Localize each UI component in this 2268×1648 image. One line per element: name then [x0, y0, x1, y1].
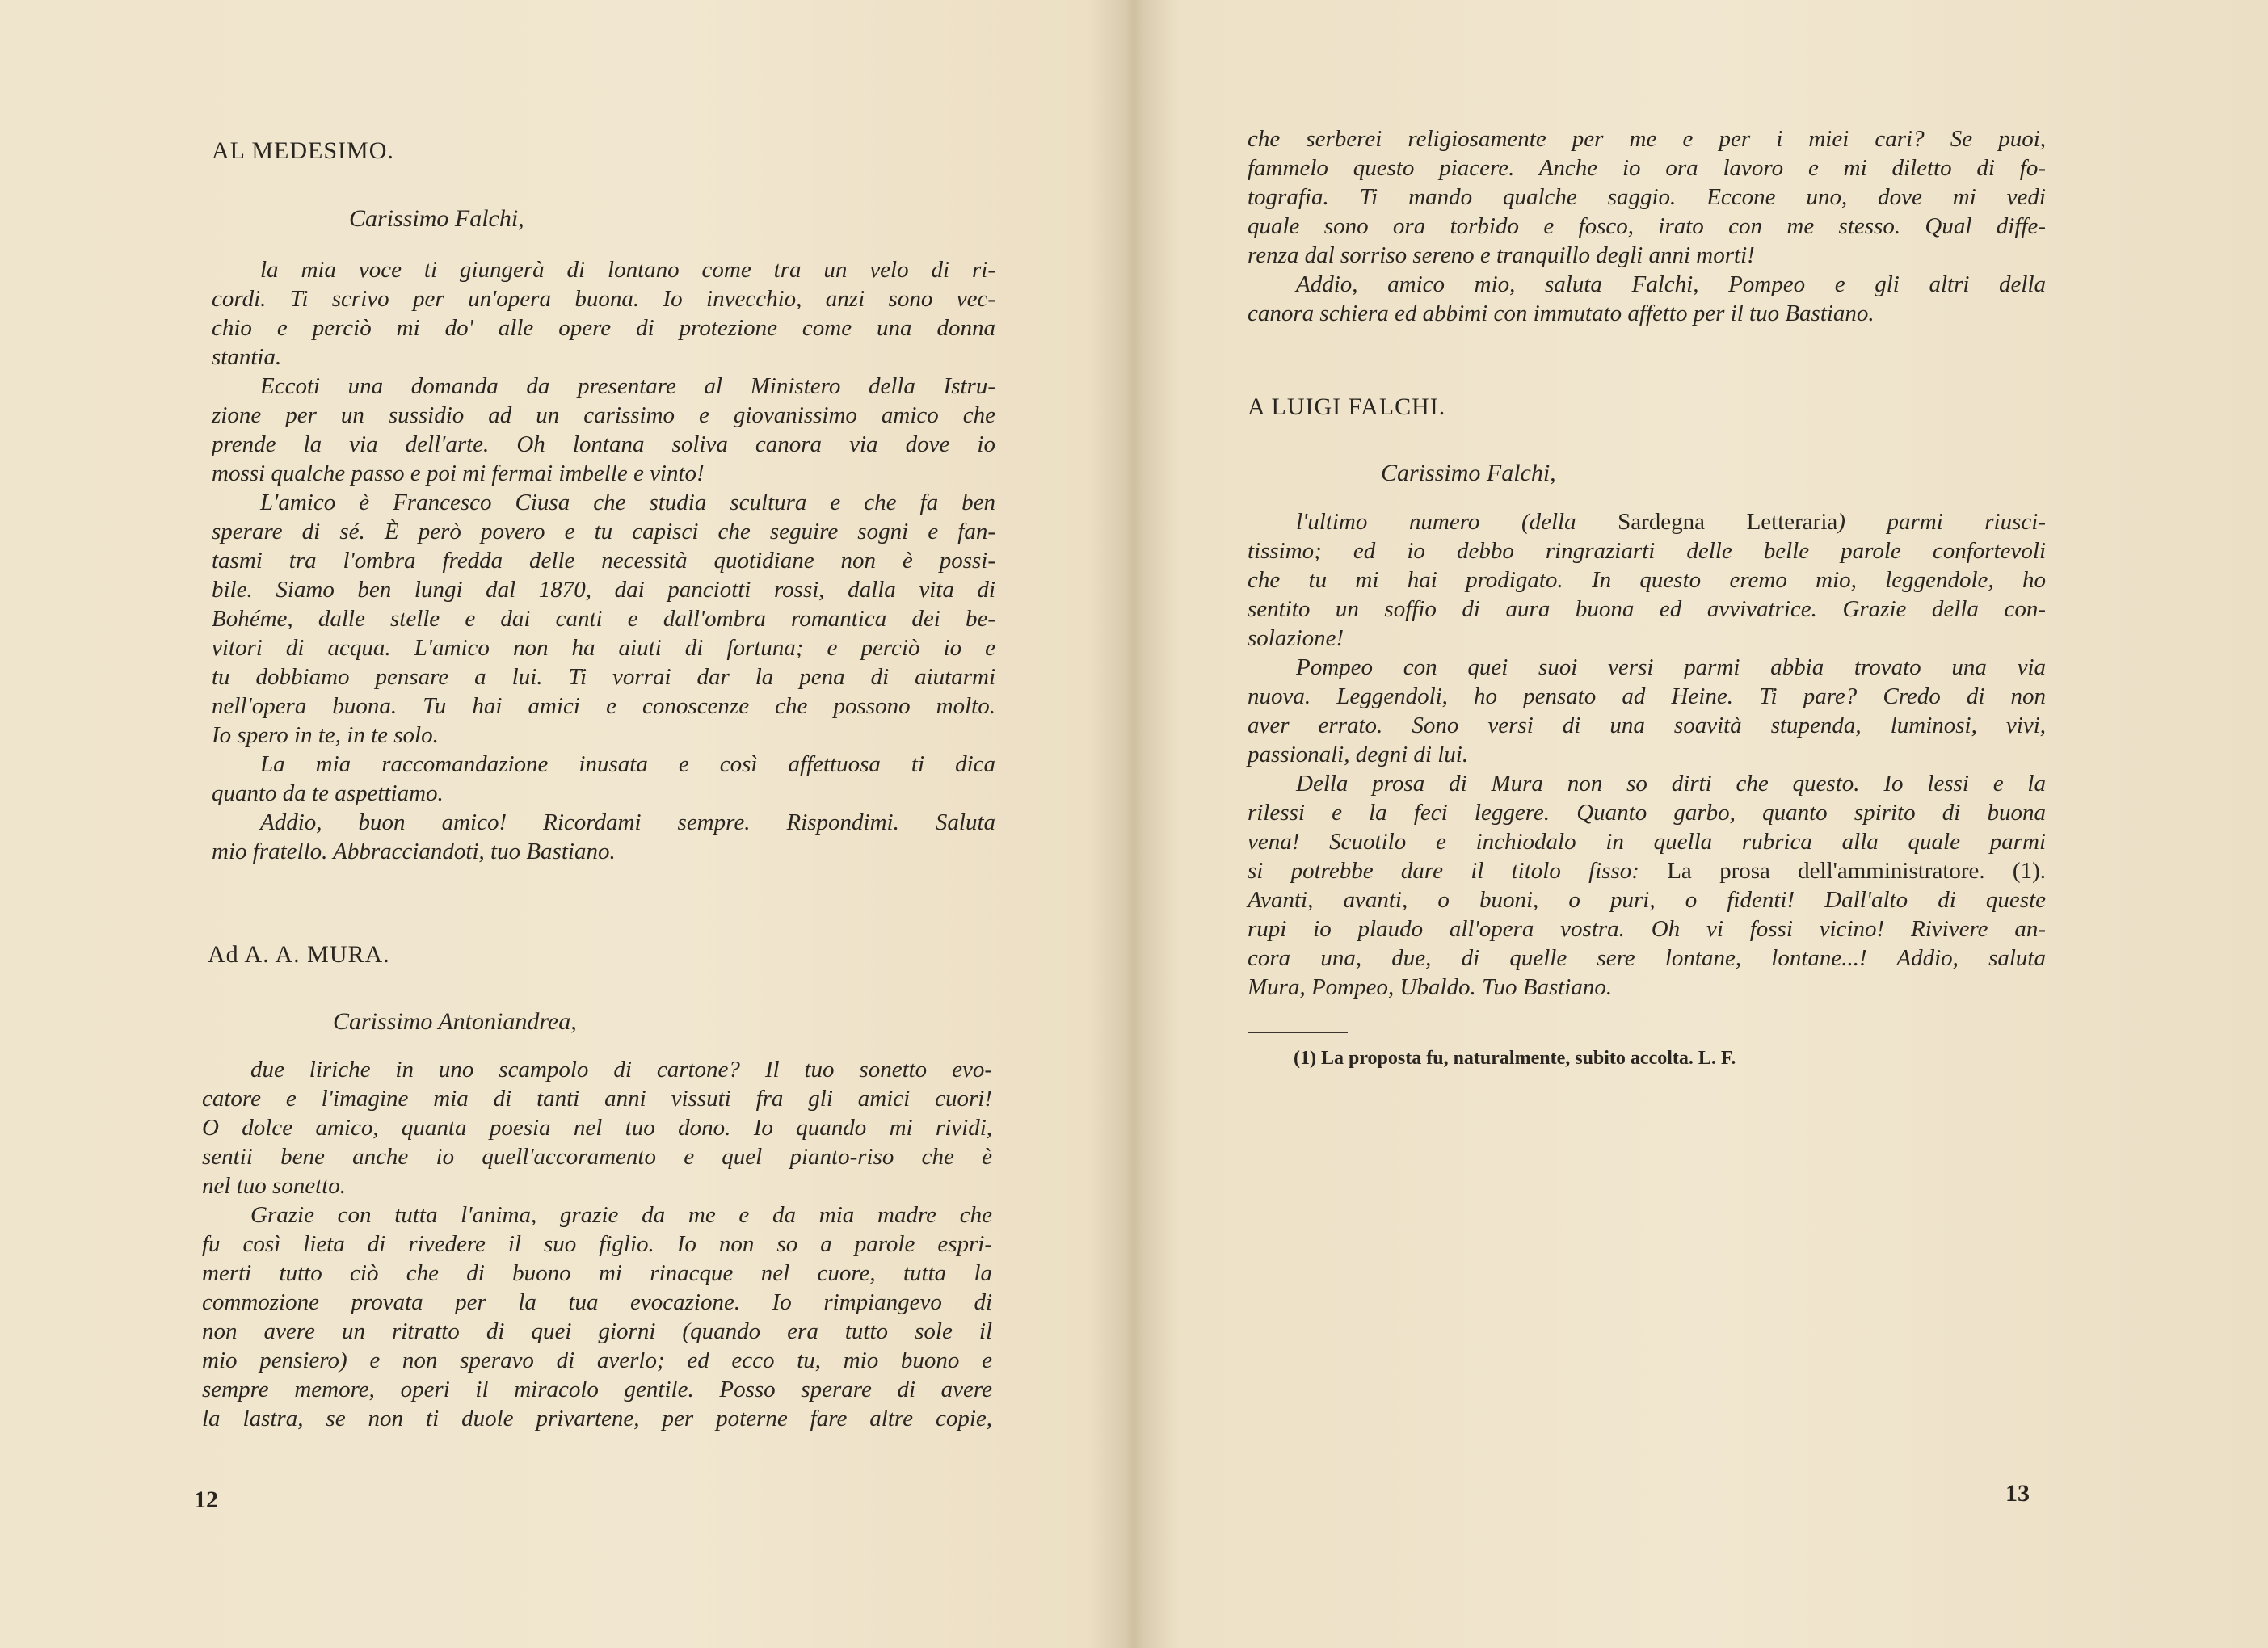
text-line: l'ultimo numero (della Sardegna Letteraria) parmi riusci- — [1296, 509, 2046, 535]
text-line: nuova. Leggendoli, ho pensato ad Heine. Ti pare? Credo di non — [1248, 683, 2046, 709]
text-line: Io spero in te, in te solo. — [212, 722, 439, 748]
text-line: tissimo; ed io debbo ringraziarti delle belle parole confortevoli — [1248, 538, 2046, 564]
letter-continuation — [1248, 124, 2046, 328]
text-line: sentii bene anche io quell'accoramento e quel pianto-riso che è — [202, 1144, 992, 1170]
text-line: tasmi tra l'ombra fredda delle necessità quotidiane non è possi- — [212, 548, 995, 574]
text-line: fu così lieta di rivedere il suo figlio. Io non so a parole espri- — [202, 1231, 992, 1257]
text-line: non avere un ritratto di quei giorni (quando era tutto sole il — [202, 1318, 992, 1344]
text-line: passionali, degni di lui. — [1248, 742, 1469, 767]
text-line: La mia raccomandazione inusata e così affettuosa ti dica — [260, 751, 995, 777]
text-line: solazione! — [1248, 625, 1344, 651]
text-line: Della prosa di Mura non so dirti che questo. Io lessi e la — [1296, 771, 2046, 797]
text-line: catore e l'imagine mia di tanti anni vissuti fra gli amici cuori! — [202, 1086, 992, 1112]
text-line: O dolce amico, quanta poesia nel tuo dono. Io quando mi rividi, — [202, 1115, 992, 1141]
text-line: mio pensiero) e non speravo di averlo; ed ecco tu, mio buono e — [202, 1347, 992, 1373]
text-line: nell'opera buona. Tu hai amici e conoscenze che possono molto. — [212, 693, 995, 719]
text-line: rupi io plaudo all'opera vostra. Oh vi fossi vicino! Rivivere an- — [1248, 916, 2046, 942]
text-line: zione per un sussidio ad un carissimo e giovanissimo amico che — [212, 402, 995, 428]
text-line: chio e perciò mi do' alle opere di protezione come una donna — [212, 315, 995, 341]
page-number-right: 13 — [2005, 1480, 2030, 1507]
text-line: Eccoti una domanda da presentare al Ministero della Istru- — [260, 373, 995, 399]
text-line: mossi qualche passo e poi mi fermai imbelle e vinto! — [212, 460, 705, 486]
letter-ad-mura — [202, 1055, 992, 1433]
page-number-left: 12 — [194, 1486, 218, 1513]
text-line: sentito un soffio di aura buona ed avvivatrice. Grazie della con- — [1248, 596, 2046, 622]
text-line: che tu mi hai prodigato. In questo eremo mio, leggendole, ho — [1248, 567, 2046, 593]
text-line: Pompeo con quei suoi versi parmi abbia trovato una via — [1296, 654, 2046, 680]
text-line: commozione provata per la tua evocazione. Io rimpiangevo di — [202, 1289, 992, 1315]
heading-a-luigi-falchi: A LUIGI FALCHI. — [1248, 393, 1446, 420]
text-line: aver errato. Sono versi di una soavità stupenda, luminosi, vivi, — [1248, 713, 2046, 738]
letter-a-luigi-falchi — [1248, 507, 2046, 1002]
heading-al-medesimo: AL MEDESIMO. — [212, 137, 394, 164]
left-page — [0, 0, 1128, 1648]
text-line: Bohéme, dalle stelle e dai canti e dall'ombra romantica dei be- — [212, 606, 995, 632]
text-line: che serberei religiosamente per me e per i miei cari? Se puoi, — [1248, 126, 2046, 152]
text-line: tu dobbiamo pensare a lui. Ti vorrai dar la pena di aiutarmi — [212, 664, 995, 690]
text-line: merti tutto ciò che di buono mi rinacque nel cuore, tutta la — [202, 1260, 992, 1286]
text-line: la mia voce ti giungerà di lontano come tra un velo di ri- — [260, 257, 995, 283]
text-line: prende la via dell'arte. Oh lontana soliva canora via dove io — [212, 431, 995, 457]
letter-al-medesimo — [212, 255, 995, 866]
text-line: cora una, due, di quelle sere lontane, lontane...! Addio, saluta — [1248, 945, 2046, 971]
text-line: Avanti, avanti, o buoni, o puri, o fidenti! Dall'alto di queste — [1248, 887, 2046, 913]
footnote: (1) La proposta fu, naturalmente, subito accolta. L. F. — [1294, 1048, 1736, 1069]
text-line: fammelo questo piacere. Anche io ora lavoro e mi diletto di fo- — [1248, 155, 2046, 181]
text-line: si potrebbe dare il titolo fisso: La prosa dell'amministratore. (1). — [1248, 858, 2046, 884]
text-line: Addio, buon amico! Ricordami sempre. Rispondimi. Saluta — [260, 809, 995, 835]
text-line: renza dal sorriso sereno e tranquillo degli anni morti! — [1248, 242, 1755, 268]
text-line: sperare di sé. È però povero e tu capisci che seguire sogni e fan- — [212, 519, 995, 544]
text-line: sempre memore, operi il miracolo gentile. Posso sperare di avere — [202, 1377, 992, 1402]
text-line: mio fratello. Abbracciandoti, tuo Bastiano. — [212, 839, 616, 864]
footnote-rule — [1248, 1032, 1348, 1033]
text-line: canora schiera ed abbimi con immutato affetto per il tuo Bastiano. — [1248, 301, 1875, 326]
text-line: la lastra, se non ti duole privartene, per poterne fare altre copie, — [202, 1406, 992, 1431]
text-line: Mura, Pompeo, Ubaldo. Tuo Bastiano. — [1248, 974, 1613, 1000]
text-line: quanto da te aspettiamo. — [212, 780, 444, 806]
text-line: quale sono ora torbido e fosco, irato con me stesso. Qual diffe- — [1248, 213, 2046, 239]
text-line: nel tuo sonetto. — [202, 1173, 347, 1199]
text-line: Grazie con tutta l'anima, grazie da me e da mia madre che — [250, 1202, 992, 1228]
text-line: tografia. Ti mando qualche saggio. Eccone uno, dove mi vedi — [1248, 184, 2046, 210]
text-line: rilessi e la feci leggere. Quanto garbo, quanto spirito di buona — [1248, 800, 2046, 826]
text-line: stantia. — [212, 344, 282, 370]
text-line: Addio, amico mio, saluta Falchi, Pompeo e gli altri della — [1296, 271, 2046, 297]
text-line: cordi. Ti scrivo per un'opera buona. Io invecchio, anzi sono vec- — [212, 286, 995, 312]
text-line: due liriche in uno scampolo di cartone? Il tuo sonetto evo- — [250, 1057, 992, 1083]
right-page — [1140, 0, 2268, 1648]
text-line: bile. Siamo ben lungi dal 1870, dai panciotti rossi, dalla vita di — [212, 577, 995, 603]
salutation-falchi: Carissimo Falchi, — [349, 205, 524, 232]
salutation-antoniandrea: Carissimo Antoniandrea, — [333, 1008, 577, 1035]
text-line: vena! Scuotilo e inchiodalo in quella rubrica alla quale parmi — [1248, 829, 2046, 855]
salutation-falchi-2: Carissimo Falchi, — [1381, 460, 1556, 486]
text-line: L'amico è Francesco Ciusa che studia scultura e che fa ben — [260, 490, 995, 515]
text-line: vitori di acqua. L'amico non ha aiuti di fortuna; e perciò io e — [212, 635, 995, 661]
heading-ad-mura: Ad A. A. MURA. — [208, 941, 390, 968]
